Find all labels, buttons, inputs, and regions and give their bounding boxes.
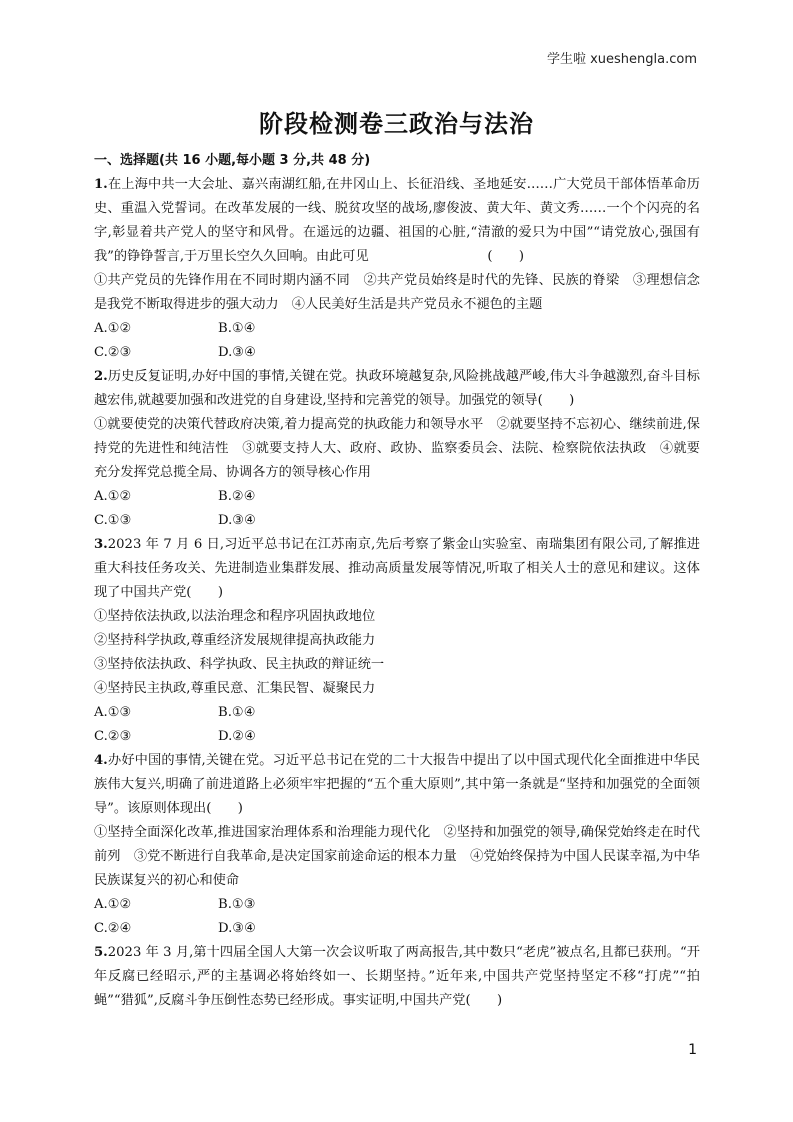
question-statements: ①就要使党的决策代替政府决策,着力提高党的执政能力和领导水平 ②就要坚持不忘初心、继续前进,保持党的先进性和纯洁性 ③就要支持人大、政府、政协、监察委员会、法院、检察院依法执政 ④就要充分发挥党总揽全局、协调各方的领导核心作用 [94, 417, 700, 480]
document-body [94, 149, 700, 1013]
question-stem: 2023 年 3 月,第十四届全国人大第一次会议听取了两高报告,其中数只“老虎”被点名,且都已获刑。“开年反腐已经昭示,严的主基调必将始终如一、长期坚持。”近年来,中国共产党坚持坚定不移“打虎”“拍蝇”“猎狐”,反腐斗争压倒性态势已经形成。事实证明,中国共产党( ) [94, 945, 700, 1008]
option-c: C.②④ [94, 921, 132, 936]
question-4 [94, 749, 700, 821]
options-row [94, 341, 700, 365]
statement-line: ①坚持依法执政,以法治理念和程序巩固执政地位 [94, 609, 376, 624]
question-number: 3. [94, 537, 108, 552]
option-a: A.①② [94, 321, 132, 336]
question-2 [94, 365, 700, 413]
options-row [94, 917, 700, 941]
question-statements: ①坚持全面深化改革,推进国家治理体系和治理能力现代化 ②坚持和加强党的领导,确保党始终走在时代前列 ③党不断进行自我革命,是决定国家前途命运的根本力量 ④党始终保持为中国人民谋幸福,为中华民族谋复兴的初心和使命 [94, 825, 700, 888]
question-stem: 在上海中共一大会址、嘉兴南湖红船,在井冈山上、长征沿线、圣地延安……广大党员干部体悟革命历史、重温入党誓词。在改革发展的一线、脱贫攻坚的战场,廖俊波、黄大年、黄文秀……一个个闪亮的名字,彰显着共产党人的坚守和风骨。在遥远的边疆、祖国的心脏,“清澈的爱只为中国”“请党放心,强国有我”的铮铮誓言,于万里长空久久回响。由此可见 ( ) [94, 177, 700, 264]
options-row [94, 509, 700, 533]
question-statements: ①共产党员的先锋作用在不同时期内涵不同 ②共产党员始终是时代的先锋、民族的脊梁 ③理想信念是我党不断取得进步的强大动力 ④人民美好生活是共产党员永不褪色的主题 [94, 273, 700, 312]
statement-line: ③坚持依法执政、科学执政、民主执政的辩证统一 [94, 657, 385, 672]
question-1 [94, 173, 700, 269]
option-a: A.①② [94, 489, 132, 504]
option-d: D.②④ [218, 729, 256, 744]
option-d: D.③④ [218, 345, 256, 360]
option-a: A.①② [94, 897, 132, 912]
option-b: B.①④ [218, 321, 256, 336]
option-d: D.③④ [218, 921, 256, 936]
option-c: C.①③ [94, 513, 132, 528]
document-title: 阶段检测卷三政治与法治 [259, 110, 534, 138]
question-number: 5. [94, 945, 108, 960]
question-stem: 2023 年 7 月 6 日,习近平总书记在江苏南京,先后考察了紫金山实验室、南瑞集团有限公司,了解推进重大科技任务攻关、先进制造业集群发展、推动高质量发展等情况,听取了相关人士的意见和建议。这体现了中国共产党( ) [94, 537, 700, 600]
statement-line: ②坚持科学执政,尊重经济发展规律提高执政能力 [94, 633, 376, 648]
option-c: C.②③ [94, 729, 132, 744]
options-row [94, 725, 700, 749]
header-brand: 学生啦 xueshengla.com [546, 52, 697, 67]
option-d: D.③④ [218, 513, 256, 528]
option-b: B.①③ [218, 897, 256, 912]
section-heading: 一、选择题(共 16 小题,每小题 3 分,共 48 分) [94, 153, 371, 168]
question-number: 1. [94, 177, 108, 192]
question-number: 4. [94, 753, 108, 768]
question-stem: 办好中国的事情,关键在党。习近平总书记在党的二十大报告中提出了以中国式现代化全面推进中华民族伟大复兴,明确了前进道路上必须牢牢把握的“五个重大原则”,其中第一条就是“坚持和加强党的全面领导”。该原则体现出( ) [94, 753, 700, 816]
option-a: A.①③ [94, 705, 132, 720]
question-stem: 历史反复证明,办好中国的事情,关键在党。执政环境越复杂,风险挑战越严峻,伟大斗争越激烈,奋斗目标越宏伟,就越要加强和改进党的自身建设,坚持和完善党的领导。加强党的领导( ) [94, 369, 700, 408]
option-b: B.②④ [218, 489, 256, 504]
options-row [94, 317, 700, 341]
option-b: B.①④ [218, 705, 256, 720]
option-c: C.②③ [94, 345, 132, 360]
question-number: 2. [94, 369, 108, 384]
options-row [94, 701, 700, 725]
statement-line: ④坚持民主执政,尊重民意、汇集民智、凝聚民力 [94, 681, 376, 696]
question-5 [94, 941, 700, 1013]
options-row [94, 485, 700, 509]
options-row [94, 893, 700, 917]
page-number: 1 [688, 1042, 697, 1058]
question-3 [94, 533, 700, 605]
